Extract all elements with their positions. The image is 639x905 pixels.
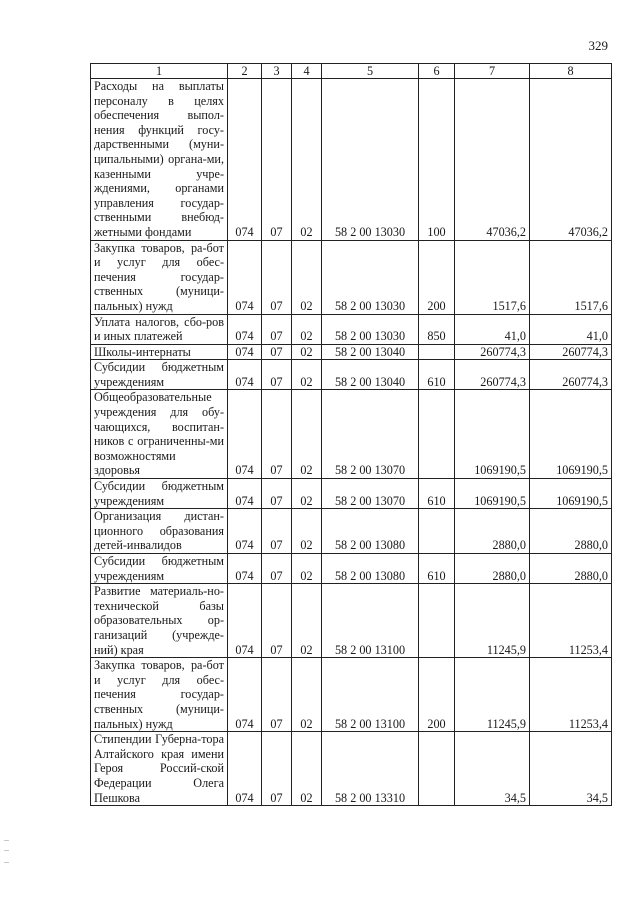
gov-code-cell: 074 [228,658,262,732]
subsection-cell: 02 [292,509,322,554]
gov-code-cell: 074 [228,554,262,584]
amount-cell: 11253,4 [530,658,612,732]
table-row [91,479,612,509]
table-row [91,584,612,658]
expense-type-cell: 610 [419,479,455,509]
gov-code-cell: 074 [228,79,262,241]
subsection-cell: 02 [292,732,322,806]
amount-cell: 2880,0 [530,554,612,584]
amount-cell: 2880,0 [455,554,530,584]
scan-mark [4,862,9,863]
section-cell: 07 [262,390,292,479]
expense-type-cell [419,584,455,658]
budget-table [90,63,612,806]
section-cell: 07 [262,479,292,509]
expense-type-cell: 610 [419,554,455,584]
amount-cell: 260774,3 [530,344,612,360]
table-row [91,344,612,360]
column-header: 7 [455,64,530,79]
subsection-cell: 02 [292,360,322,390]
gov-code-cell: 074 [228,479,262,509]
amount-cell: 2880,0 [530,509,612,554]
row-name-cell: Развитие материаль-но-технической базы образовательных ор-ганизаций (учрежде-ний) края [91,584,228,658]
row-name-cell: Расходы на выплаты персоналу в целях обеспечения выпол-нения функций госу-дарственными (муни-ципальными) органа-ми, казенными учре-ждениями, органами управления государ-ственными внебюд-жетными фондами [91,79,228,241]
target-article-cell: 58 2 00 13080 [322,554,419,584]
row-name-cell: Субсидии бюджетным учреждениям [91,554,228,584]
expense-type-cell: 610 [419,360,455,390]
section-cell: 07 [262,79,292,241]
subsection-cell: 02 [292,79,322,241]
subsection-cell: 02 [292,658,322,732]
subsection-cell: 02 [292,479,322,509]
gov-code-cell: 074 [228,240,262,314]
column-header: 1 [91,64,228,79]
amount-cell: 47036,2 [455,79,530,241]
amount-cell: 1069190,5 [455,479,530,509]
column-header: 4 [292,64,322,79]
table-row [91,79,612,241]
target-article-cell: 58 2 00 13100 [322,584,419,658]
amount-cell: 260774,3 [455,344,530,360]
table-row [91,240,612,314]
gov-code-cell: 074 [228,390,262,479]
gov-code-cell: 074 [228,732,262,806]
table-row [91,509,612,554]
amount-cell: 1517,6 [530,240,612,314]
expense-type-cell [419,732,455,806]
amount-cell: 1069190,5 [530,390,612,479]
row-name-cell: Закупка товаров, ра-бот и услуг для обес-печения государ-ственных (муници-пальных) нужд [91,240,228,314]
table-header-row [91,64,612,79]
amount-cell: 47036,2 [530,79,612,241]
row-name-cell: Стипендии Губерна-тора Алтайского края имени Героя Россий-ской Федерации Олега Пешкова [91,732,228,806]
amount-cell: 260774,3 [455,360,530,390]
target-article-cell: 58 2 00 13080 [322,509,419,554]
row-name-cell: Школы-интернаты [91,344,228,360]
scan-mark [4,850,9,851]
column-header: 8 [530,64,612,79]
table-row [91,554,612,584]
expense-type-cell [419,509,455,554]
section-cell: 07 [262,360,292,390]
subsection-cell: 02 [292,554,322,584]
target-article-cell: 58 2 00 13030 [322,79,419,241]
expense-type-cell: 850 [419,314,455,344]
table-row [91,314,612,344]
target-article-cell: 58 2 00 13100 [322,658,419,732]
amount-cell: 41,0 [455,314,530,344]
row-name-cell: Закупка товаров, ра-бот и услуг для обес-печения государ-ственных (муници-пальных) нужд [91,658,228,732]
table-row [91,360,612,390]
section-cell: 07 [262,509,292,554]
target-article-cell: 58 2 00 13030 [322,240,419,314]
amount-cell: 41,0 [530,314,612,344]
section-cell: 07 [262,314,292,344]
amount-cell: 260774,3 [530,360,612,390]
expense-type-cell: 200 [419,658,455,732]
amount-cell: 1517,6 [455,240,530,314]
subsection-cell: 02 [292,240,322,314]
target-article-cell: 58 2 00 13070 [322,390,419,479]
subsection-cell: 02 [292,344,322,360]
section-cell: 07 [262,344,292,360]
expense-type-cell [419,344,455,360]
target-article-cell: 58 2 00 13040 [322,344,419,360]
subsection-cell: 02 [292,390,322,479]
table-row [91,390,612,479]
subsection-cell: 02 [292,314,322,344]
gov-code-cell: 074 [228,584,262,658]
table-row [91,732,612,806]
section-cell: 07 [262,240,292,314]
column-header: 3 [262,64,292,79]
column-header: 2 [228,64,262,79]
column-header: 5 [322,64,419,79]
page-number: 329 [588,38,608,53]
expense-type-cell: 100 [419,79,455,241]
section-cell: 07 [262,732,292,806]
table-row [91,658,612,732]
expense-type-cell [419,390,455,479]
target-article-cell: 58 2 00 13310 [322,732,419,806]
section-cell: 07 [262,658,292,732]
target-article-cell: 58 2 00 13040 [322,360,419,390]
gov-code-cell: 074 [228,344,262,360]
amount-cell: 11245,9 [455,658,530,732]
section-cell: 07 [262,584,292,658]
amount-cell: 11245,9 [455,584,530,658]
section-cell: 07 [262,554,292,584]
subsection-cell: 02 [292,584,322,658]
gov-code-cell: 074 [228,314,262,344]
column-header: 6 [419,64,455,79]
amount-cell: 1069190,5 [530,479,612,509]
scan-mark [4,840,9,841]
row-name-cell: Общеобразовательные учреждения для обу-чающихся, воспитан-ников с ограниченны-ми возможностями здоровья [91,390,228,479]
row-name-cell: Субсидии бюджетным учреждениям [91,479,228,509]
row-name-cell: Уплата налогов, сбо-ров и иных платежей [91,314,228,344]
gov-code-cell: 074 [228,509,262,554]
expense-type-cell: 200 [419,240,455,314]
amount-cell: 2880,0 [455,509,530,554]
row-name-cell: Организация дистан-ционного образования детей-инвалидов [91,509,228,554]
row-name-cell: Субсидии бюджетным учреждениям [91,360,228,390]
amount-cell: 1069190,5 [455,390,530,479]
target-article-cell: 58 2 00 13070 [322,479,419,509]
gov-code-cell: 074 [228,360,262,390]
amount-cell: 34,5 [530,732,612,806]
target-article-cell: 58 2 00 13030 [322,314,419,344]
amount-cell: 11253,4 [530,584,612,658]
amount-cell: 34,5 [455,732,530,806]
